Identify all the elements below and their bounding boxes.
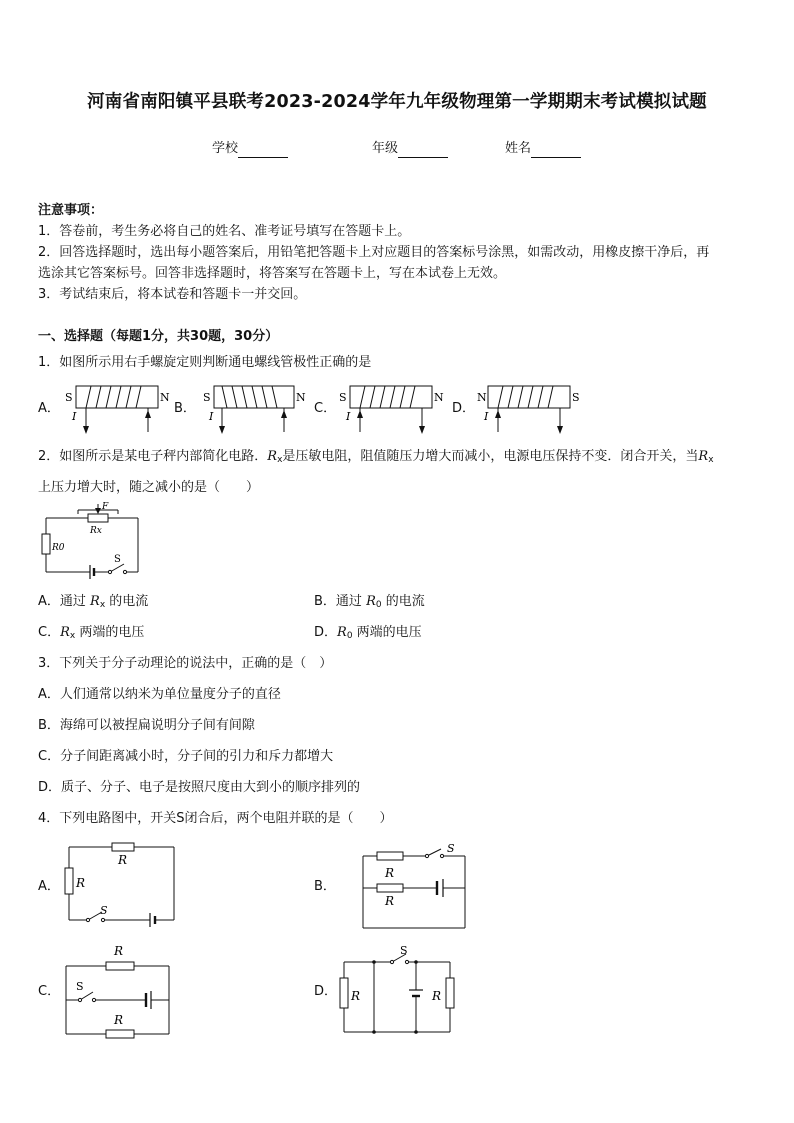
current-label: I xyxy=(484,410,489,423)
option-subscript: 0 xyxy=(346,631,353,641)
q2-stem-b: 是压敏电阻，阻值随压力增大而减小，电源电压保持不变．闭合开关，当 xyxy=(282,449,699,464)
q1-figure-d xyxy=(474,380,584,438)
grade-label: 年级 xyxy=(372,141,399,156)
school-field[interactable] xyxy=(212,140,288,158)
q4-option-c-label[interactable]: C． xyxy=(38,984,61,999)
switch-label: S xyxy=(114,554,121,565)
option-subscript: x xyxy=(99,600,106,610)
section-heading: 一、选择题（每题1分，共30题，30分） xyxy=(38,329,279,344)
q4-circuit-a xyxy=(60,838,185,936)
q2-option-c[interactable] xyxy=(38,624,144,645)
q1-option-d-label[interactable]: D． xyxy=(452,401,476,416)
current-label: I xyxy=(346,410,351,423)
option-symbol: R xyxy=(60,625,70,640)
force-arrow-icon xyxy=(95,508,101,514)
rx-symbol: R xyxy=(267,449,278,464)
current-arrow-icon xyxy=(557,426,563,434)
option-text: 的电流 xyxy=(381,594,425,609)
solenoid-left-pole: N xyxy=(477,391,487,404)
option-text: 两端的电压 xyxy=(75,625,145,640)
q2-stem-line1 xyxy=(38,448,714,469)
option-symbol: R xyxy=(366,594,376,609)
option-subscript: 0 xyxy=(375,600,382,610)
solenoid-right-pole: N xyxy=(296,391,306,404)
resistor-label: R xyxy=(432,989,442,1003)
option-text: A．通过 xyxy=(38,594,91,609)
q1-option-a-label[interactable]: A． xyxy=(38,401,60,416)
current-label: I xyxy=(209,410,214,423)
q1-figure-c xyxy=(336,380,446,438)
current-arrow-icon xyxy=(281,410,287,418)
resistor-label: R xyxy=(385,894,395,908)
q3-option-c[interactable]: C．分子间距离减小时，分子间的引力和斥力都增大 xyxy=(38,749,334,764)
grade-field[interactable] xyxy=(372,140,448,158)
current-label: I xyxy=(72,410,77,423)
q4-option-a-label[interactable]: A． xyxy=(38,879,60,894)
notes-heading: 注意事项： xyxy=(38,203,104,218)
q2-option-b[interactable] xyxy=(314,593,425,614)
current-arrow-icon xyxy=(495,410,501,418)
option-symbol: R xyxy=(337,625,347,640)
option-text: B．通过 xyxy=(314,594,367,609)
current-arrow-icon xyxy=(419,426,425,434)
switch-label: S xyxy=(447,842,455,855)
note-item: 2．回答选择题时，选出每小题答案后，用铅笔把答题卡上对应题目的答案标号涂黑，如需改动，用橡皮擦干净后，再 xyxy=(38,245,710,260)
option-text: 两端的电压 xyxy=(352,625,422,640)
q3-option-d[interactable]: D．质子、分子、电子是按照尺度由大到小的顺序排列的 xyxy=(38,780,361,795)
resistor-label: R xyxy=(351,989,361,1003)
rx-subscript: x xyxy=(277,455,283,465)
q1-figure-b xyxy=(200,380,310,438)
r0-label: R0 xyxy=(52,543,65,553)
resistor-label: R xyxy=(114,944,124,958)
solenoid-left-pole: S xyxy=(339,391,347,404)
q2-circuit-figure xyxy=(40,502,150,584)
option-subscript: x xyxy=(69,631,76,641)
current-arrow-icon xyxy=(357,410,363,418)
solenoid-right-pole: N xyxy=(160,391,170,404)
resistor-label: R xyxy=(385,866,395,880)
option-symbol: R xyxy=(90,594,100,609)
q4-circuit-d xyxy=(336,944,460,1040)
q3-stem: 3．下列关于分子动理论的说法中，正确的是（ ） xyxy=(38,656,333,671)
current-arrow-icon xyxy=(83,426,89,434)
rx-symbol: R xyxy=(698,449,709,464)
q4-circuit-c xyxy=(60,940,185,1044)
q1-option-c-label[interactable]: C． xyxy=(314,401,337,416)
q3-option-b[interactable]: B．海绵可以被捏扁说明分子间有间隙 xyxy=(38,718,255,733)
switch-label: S xyxy=(100,904,108,917)
school-label: 学校 xyxy=(212,141,239,156)
option-text: D． xyxy=(314,625,338,640)
q4-option-b-label[interactable]: B． xyxy=(314,879,336,894)
q3-option-a[interactable]: A．人们通常以纳米为单位量度分子的直径 xyxy=(38,687,281,702)
resistor-label: R xyxy=(118,853,128,867)
rx-label: Rx xyxy=(90,526,102,536)
q4-circuit-b xyxy=(355,838,475,936)
force-label: F xyxy=(102,502,109,512)
solenoid-right-pole: S xyxy=(572,391,580,404)
q2-option-d[interactable] xyxy=(314,624,422,645)
current-arrow-icon xyxy=(145,410,151,418)
resistor-label: R xyxy=(76,876,86,890)
option-text: C． xyxy=(38,625,61,640)
note-item: 选涂其它答案标号。回答非选择题时，将答案写在答题卡上，写在本试卷上无效。 xyxy=(38,266,507,281)
current-arrow-icon xyxy=(219,426,225,434)
solenoid-left-pole: S xyxy=(65,391,73,404)
q1-figure-a xyxy=(62,380,172,438)
q1-option-b-label[interactable]: B． xyxy=(174,401,196,416)
name-label: 姓名 xyxy=(505,141,532,156)
q4-option-d-label[interactable]: D． xyxy=(314,984,338,999)
solenoid-right-pole: N xyxy=(434,391,444,404)
q2-option-a[interactable] xyxy=(38,593,148,614)
q2-stem-a: 2．如图所示是某电子秤内部简化电路． xyxy=(38,449,268,464)
name-field[interactable] xyxy=(505,140,581,158)
note-item: 3．考试结束后，将本试卷和答题卡一并交回。 xyxy=(38,287,307,302)
resistor-label: R xyxy=(114,1013,124,1027)
q4-stem: 4．下列电路图中，开关S闭合后，两个电阻并联的是（ ） xyxy=(38,811,393,826)
switch-label: S xyxy=(76,980,84,993)
option-text: 的电流 xyxy=(105,594,149,609)
note-item: 1．答卷前，考生务必将自己的姓名、准考证号填写在答题卡上。 xyxy=(38,224,411,239)
solenoid-left-pole: S xyxy=(203,391,211,404)
rx-subscript: x xyxy=(708,455,714,465)
page-title: 河南省南阳镇平县联考2023-2024学年九年级物理第一学期期末考试模拟试题 xyxy=(87,92,707,112)
q2-stem-line2: 上压力增大时，随之减小的是（ ） xyxy=(38,480,260,495)
q1-stem: 1．如图所示用右手螺旋定则判断通电螺线管极性正确的是 xyxy=(38,355,372,370)
switch-label: S xyxy=(400,944,408,957)
